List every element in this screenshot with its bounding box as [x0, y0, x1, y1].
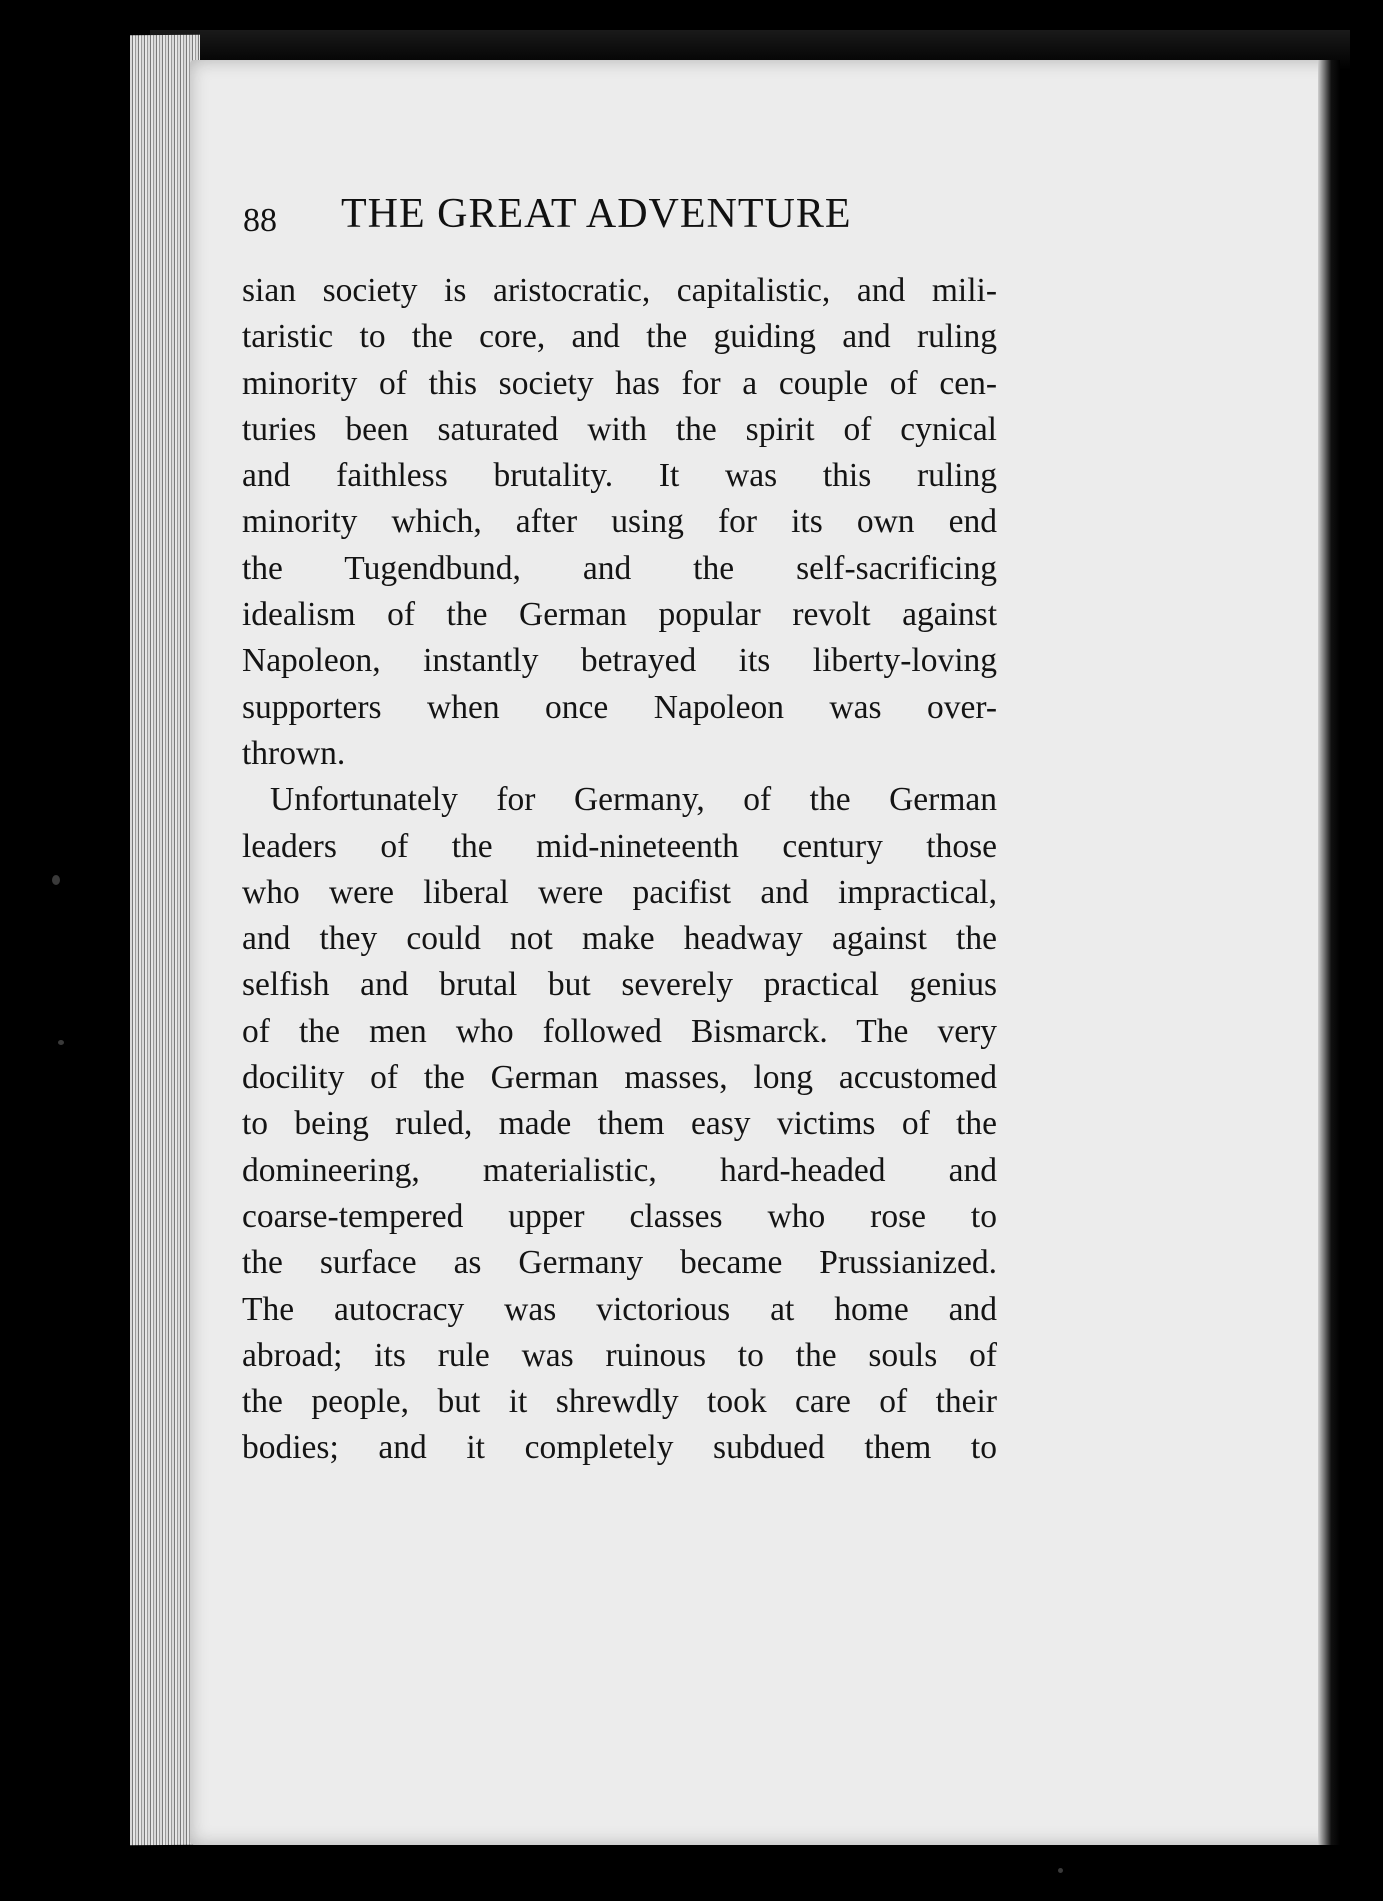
scan-speck — [58, 1040, 64, 1045]
text-line: idealism of the German popular revolt against — [242, 596, 997, 634]
scan-speck — [52, 875, 60, 885]
text-line: minority which, after using for its own end — [242, 503, 997, 541]
text-line: thrown. — [242, 734, 346, 772]
body-text — [242, 268, 997, 1472]
text-line: supporters when once Napoleon was over- — [242, 688, 997, 726]
text-line: who were liberal were pacifist and impractical, — [242, 873, 997, 911]
text-line: The autocracy was victorious at home and — [242, 1290, 997, 1328]
text-line: domineering, materialistic, hard-headed and — [242, 1151, 997, 1189]
text-line: taristic to the core, and the guiding and ruling — [242, 318, 997, 356]
text-line: of the men who followed Bismarck. The very — [242, 1012, 997, 1050]
text-line: and they could not make headway against the — [242, 920, 997, 958]
page-number: 88 — [243, 202, 277, 239]
text-line: abroad; its rule was ruinous to the souls of — [242, 1336, 997, 1374]
running-title: THE GREAT ADVENTURE — [341, 191, 852, 237]
book-gutter — [1318, 60, 1340, 1845]
text-line: coarse-tempered upper classes who rose to — [242, 1197, 997, 1235]
text-line: sian society is aristocratic, capitalistic, and mili- — [242, 272, 997, 309]
page-header — [243, 190, 1043, 250]
text-line: Napoleon, instantly betrayed its liberty-loving — [242, 642, 997, 680]
text-line: and faithless brutality. It was this ruling — [242, 457, 997, 495]
text-line: to being ruled, made them easy victims of the — [242, 1105, 997, 1143]
text-line: docility of the German masses, long accustomed — [242, 1059, 997, 1097]
text-line: selfish and brutal but severely practical genius — [242, 966, 997, 1004]
text-line: leaders of the mid-nineteenth century those — [242, 827, 997, 865]
text-line: Unfortunately for Germany, of the German — [270, 781, 997, 819]
text-line: turies been saturated with the spirit of cynical — [242, 410, 997, 448]
text-line: the surface as Germany became Prussianized. — [242, 1244, 997, 1282]
scan-speck — [1058, 1868, 1063, 1873]
text-line: minority of this society has for a couple of cen- — [242, 364, 997, 402]
text-line: the people, but it shrewdly took care of their — [242, 1383, 997, 1421]
text-line: the Tugendbund, and the self-sacrificing — [242, 549, 997, 587]
text-line: bodies; and it completely subdued them to — [242, 1429, 997, 1467]
